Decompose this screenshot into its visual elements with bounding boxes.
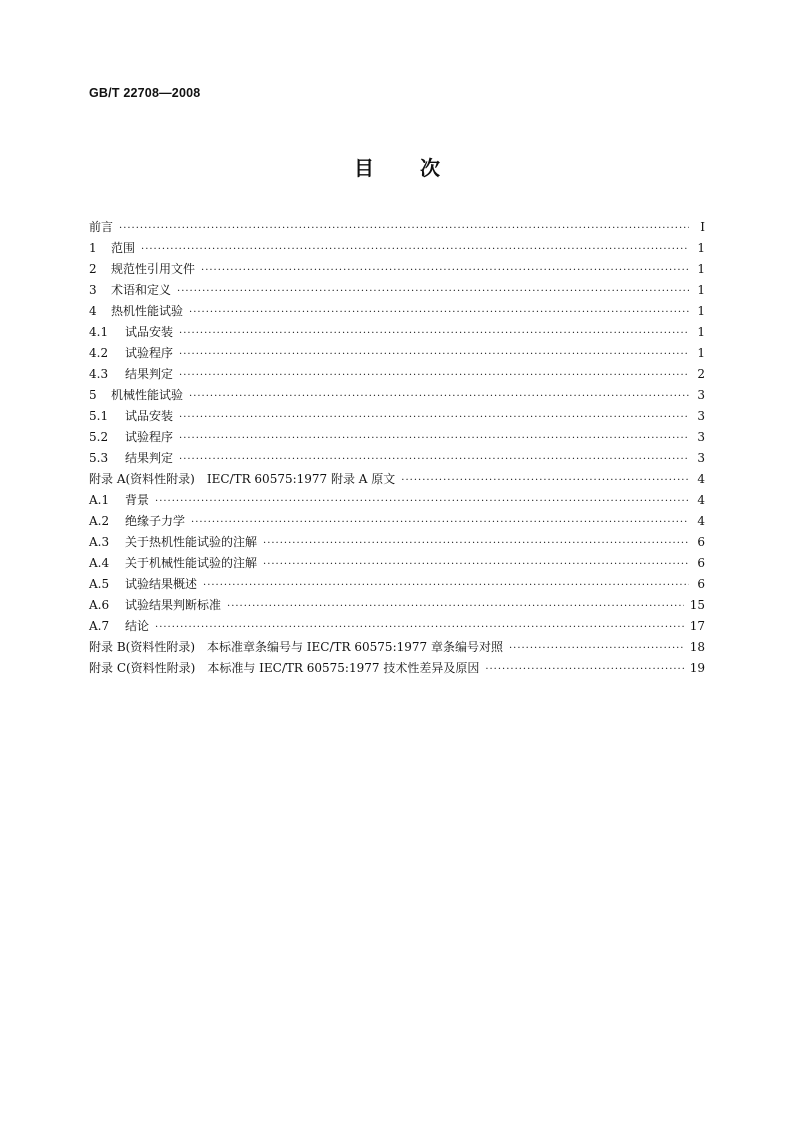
- toc-entry-number: 5.1: [89, 409, 109, 423]
- toc-leader-dots: [263, 533, 689, 554]
- toc-leader-dots: [179, 323, 689, 344]
- title-char-2: 次: [420, 156, 440, 180]
- toc-entry-label: 前言: [89, 220, 114, 234]
- toc-entry-number: A.1: [89, 493, 110, 507]
- toc-leader-dots: [119, 218, 689, 239]
- toc-entry-label: 范围: [111, 241, 136, 255]
- toc-entry-label: 关于机械性能试验的注解: [125, 556, 258, 570]
- toc-leader-dots: [155, 617, 684, 638]
- toc-entry-label: 试验结果判断标准: [125, 598, 222, 612]
- toc-leader-dots: [263, 554, 689, 575]
- toc-entry-number: A.6: [89, 598, 110, 612]
- toc-entry-label: 附录 A(资料性附录) IEC/TR 60575:1977 附录 A 原文: [89, 472, 396, 486]
- toc-leader-dots: [179, 428, 689, 449]
- toc-entry-page: 1: [697, 304, 705, 318]
- toc-entry-page: 1: [697, 262, 705, 276]
- toc-entry[interactable]: [89, 322, 705, 343]
- toc-entry-page: 1: [697, 241, 705, 255]
- toc-entry-page: 19: [689, 661, 705, 675]
- toc-entry[interactable]: [89, 280, 705, 301]
- toc-entry[interactable]: [89, 259, 705, 280]
- toc-leader-dots: [203, 575, 689, 596]
- toc-entry-number: 5.3: [89, 451, 109, 465]
- toc-entry-page: 1: [697, 283, 705, 297]
- toc-entry-number: A.2: [89, 514, 110, 528]
- toc-entry-page: 1: [697, 325, 705, 339]
- standard-number: GB/T 22708—2008: [89, 86, 201, 100]
- toc-entry-number: 4: [89, 304, 97, 318]
- toc-entry-page: 6: [697, 577, 705, 591]
- toc-entry[interactable]: [89, 238, 705, 259]
- toc-leader-dots: [179, 407, 689, 428]
- toc-entry-page: 2: [697, 367, 705, 381]
- toc-entry-label: 术语和定义: [111, 283, 172, 297]
- toc-leader-dots: [141, 239, 689, 260]
- toc-entry-number: 4.1: [89, 325, 109, 339]
- toc-leader-dots: [189, 302, 689, 323]
- toc-leader-dots: [179, 365, 689, 386]
- toc-entry[interactable]: [89, 553, 705, 574]
- toc-leader-dots: [177, 281, 689, 302]
- toc-entry[interactable]: [89, 217, 705, 238]
- toc-entry-label: 试验程序: [125, 430, 174, 444]
- table-of-contents: [89, 217, 705, 679]
- toc-entry-number: 5: [89, 388, 97, 402]
- toc-leader-dots: [191, 512, 689, 533]
- toc-entry[interactable]: [89, 385, 705, 406]
- toc-entry-number: 4.3: [89, 367, 109, 381]
- page-title: [0, 152, 794, 181]
- toc-entry-label: 热机性能试验: [111, 304, 184, 318]
- toc-entry[interactable]: [89, 595, 705, 616]
- toc-leader-dots: [189, 386, 689, 407]
- toc-entry-page: 15: [689, 598, 705, 612]
- title-char-1: 目: [354, 156, 374, 180]
- toc-entry-label: 关于热机性能试验的注解: [125, 535, 258, 549]
- toc-entry-label: 背景: [125, 493, 150, 507]
- toc-entry-number: 2: [89, 262, 97, 276]
- toc-entry-label: 附录 B(资料性附录) 本标准章条编号与 IEC/TR 60575:1977 章条编号对照: [89, 640, 503, 654]
- toc-entry[interactable]: [89, 469, 705, 490]
- toc-entry-page: 3: [697, 388, 705, 402]
- toc-entry-label: 结果判定: [125, 367, 174, 381]
- toc-entry-number: A.3: [89, 535, 110, 549]
- toc-entry[interactable]: [89, 574, 705, 595]
- toc-entry-label: 试验程序: [125, 346, 174, 360]
- toc-entry-number: 3: [89, 283, 97, 297]
- toc-entry-label: 结果判定: [125, 451, 174, 465]
- toc-entry-label: 绝缘子力学: [125, 514, 186, 528]
- toc-entry[interactable]: [89, 301, 705, 322]
- toc-leader-dots: [155, 491, 689, 512]
- toc-entry-number: A.7: [89, 619, 110, 633]
- toc-entry[interactable]: [89, 511, 705, 532]
- toc-entry-number: 4.2: [89, 346, 109, 360]
- toc-entry[interactable]: [89, 448, 705, 469]
- toc-entry[interactable]: [89, 427, 705, 448]
- toc-entry-page: 17: [689, 619, 705, 633]
- toc-leader-dots: [179, 449, 689, 470]
- toc-entry-page: 6: [697, 556, 705, 570]
- toc-entry[interactable]: [89, 616, 705, 637]
- toc-entry-label: 机械性能试验: [111, 388, 184, 402]
- toc-entry-number: A.5: [89, 577, 110, 591]
- toc-entry-page: 1: [697, 346, 705, 360]
- toc-entry-page: 3: [697, 409, 705, 423]
- toc-entry-label: 试品安装: [125, 409, 174, 423]
- toc-entry-label: 试验结果概述: [125, 577, 198, 591]
- toc-entry-page: 3: [697, 430, 705, 444]
- toc-entry[interactable]: [89, 490, 705, 511]
- toc-leader-dots: [485, 659, 683, 680]
- toc-entry[interactable]: [89, 532, 705, 553]
- toc-entry[interactable]: [89, 406, 705, 427]
- toc-entry-page: Ⅰ: [700, 220, 705, 234]
- toc-entry-label: 结论: [125, 619, 150, 633]
- toc-entry-label: 规范性引用文件: [111, 262, 196, 276]
- toc-entry-page: 4: [697, 514, 705, 528]
- toc-entry-number: A.4: [89, 556, 110, 570]
- toc-entry-page: 6: [697, 535, 705, 549]
- toc-entry-number: 5.2: [89, 430, 109, 444]
- toc-leader-dots: [401, 470, 689, 491]
- toc-entry-page: 4: [697, 472, 705, 486]
- toc-entry[interactable]: [89, 637, 705, 658]
- toc-leader-dots: [227, 596, 684, 617]
- toc-entry[interactable]: [89, 364, 705, 385]
- toc-entry-label: 试品安装: [125, 325, 174, 339]
- toc-leader-dots: [201, 260, 689, 281]
- toc-entry-page: 18: [689, 640, 705, 654]
- toc-entry-number: 1: [89, 241, 97, 255]
- toc-entry-page: 3: [697, 451, 705, 465]
- toc-entry-page: 4: [697, 493, 705, 507]
- toc-leader-dots: [179, 344, 689, 365]
- toc-leader-dots: [509, 638, 684, 659]
- toc-entry[interactable]: [89, 343, 705, 364]
- toc-entry-label: 附录 C(资料性附录) 本标准与 IEC/TR 60575:1977 技术性差异及原因: [89, 661, 480, 675]
- toc-entry[interactable]: [89, 658, 705, 679]
